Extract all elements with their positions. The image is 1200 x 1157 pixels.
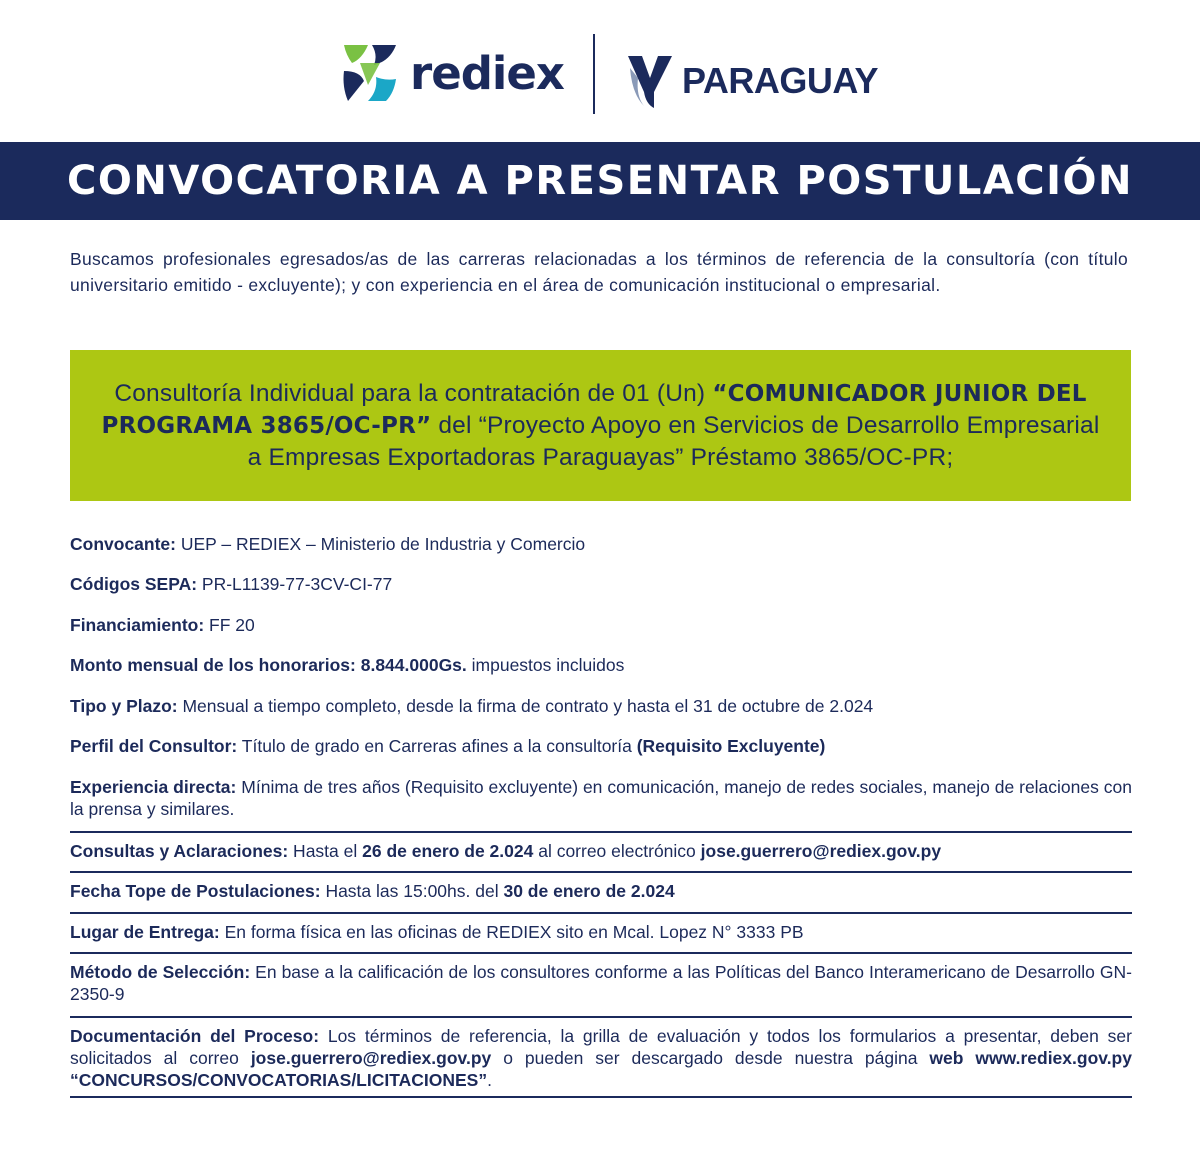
field-documentacion bbox=[70, 1025, 1132, 1091]
field-value: Mínima de tres años (Requisito excluyente) en comunicación, manejo de redes sociales, manejo de relaciones con la prensa y similares. bbox=[70, 777, 1132, 819]
rediex-logo bbox=[338, 42, 588, 104]
field-label: Consultas y Aclaraciones: bbox=[70, 841, 289, 861]
field-experiencia bbox=[70, 776, 1132, 820]
paraguay-logo bbox=[626, 52, 878, 110]
field-label: Monto mensual de los honorarios: bbox=[70, 655, 361, 675]
field-value: al correo electrónico bbox=[533, 841, 701, 861]
section-divider bbox=[70, 871, 1132, 873]
section-divider bbox=[70, 1096, 1132, 1098]
field-monto bbox=[70, 654, 1132, 676]
field-convocante bbox=[70, 533, 1132, 555]
position-highlight-box bbox=[70, 350, 1131, 501]
field-value: UEP – REDIEX – Ministerio de Industria y Comercio bbox=[175, 534, 586, 554]
highlight-position-name: “COMUNICADOR JUNIOR DEL PROGRAMA 3865/OC-PR” bbox=[101, 381, 1087, 439]
field-value: En forma física en las oficinas de REDIEX sito en Mcal. Lopez N° 3333 PB bbox=[219, 922, 804, 942]
field-lugar bbox=[70, 921, 1132, 943]
field-label: Método de Selección: bbox=[70, 962, 251, 982]
paraguay-logo-text: PARAGUAY bbox=[682, 60, 879, 101]
field-label: Financiamiento: bbox=[70, 615, 205, 635]
field-label: Perfil del Consultor: bbox=[70, 736, 238, 756]
logo-divider bbox=[593, 34, 595, 114]
page-title: CONVOCATORIA A PRESENTAR POSTULACIÓN bbox=[66, 158, 1133, 204]
title-banner bbox=[0, 142, 1200, 220]
field-label: Tipo y Plazo: bbox=[70, 696, 178, 716]
field-label: Experiencia directa: bbox=[70, 777, 237, 797]
field-label: Documentación del Proceso: bbox=[70, 1026, 320, 1046]
rediex-logo-text: rediex bbox=[410, 46, 564, 100]
contact-email: jose.guerrero@rediex.gov.py bbox=[700, 841, 942, 861]
field-value: Mensual a tiempo completo, desde la firma de contrato y hasta el 31 de octubre de 2.024 bbox=[177, 696, 874, 716]
section-divider bbox=[70, 912, 1132, 914]
field-financiamiento bbox=[70, 614, 1132, 636]
field-amount: 8.844.000Gs. bbox=[360, 655, 467, 675]
section-divider bbox=[70, 1016, 1132, 1018]
field-value: o pueden ser descargado desde nuestra página bbox=[491, 1048, 930, 1068]
field-value: Hasta el bbox=[288, 841, 363, 861]
field-fecha-tope bbox=[70, 880, 1132, 902]
highlight-text-1: Consultoría Individual para la contratación de 01 (Un) bbox=[114, 380, 713, 407]
intro-paragraph: Buscamos profesionales egresados/as de las carreras relacionadas a los términos de referencia de la consultoría (con título universitario emitido - excluyente); y con experiencia en el área de comunicación institucional o empresarial. bbox=[70, 249, 1128, 295]
paraguay-emblem-icon bbox=[626, 52, 674, 110]
contact-email: jose.guerrero@rediex.gov.py bbox=[250, 1048, 492, 1068]
field-value: En base a la calificación de los consultores conforme a las Políticas del Banco Interamericano de Desarrollo GN-2350-9 bbox=[70, 962, 1132, 1004]
website-link: web www.rediex.gov.py “CONCURSOS/CONVOCATORIAS/LICITACIONES” bbox=[70, 1048, 1132, 1090]
field-label: Códigos SEPA: bbox=[70, 574, 198, 594]
field-codigos-sepa bbox=[70, 573, 1132, 595]
field-metodo bbox=[70, 961, 1132, 1005]
field-consultas bbox=[70, 840, 1132, 862]
field-end: . bbox=[487, 1070, 492, 1090]
section-divider bbox=[70, 952, 1132, 954]
field-date: 30 de enero de 2.024 bbox=[503, 881, 675, 901]
field-value: Hasta las 15:00hs. del bbox=[320, 881, 504, 901]
field-date: 26 de enero de 2.024 bbox=[362, 841, 534, 861]
field-value: Los términos de referencia, la grilla de evaluación y todos los formularios a presentar, deben ser solicitados al correo bbox=[70, 1026, 1132, 1068]
field-label: Convocante: bbox=[70, 534, 176, 554]
header bbox=[0, 0, 1200, 140]
rediex-pinwheel-icon bbox=[338, 41, 402, 105]
section-divider bbox=[70, 831, 1132, 833]
highlight-text-2: del “Proyecto Apoyo en Servicios de Desarrollo Empresarial a Empresas Exportadoras Paraguayas” Préstamo 3865/OC-PR; bbox=[247, 412, 1100, 471]
field-value: FF 20 bbox=[204, 615, 255, 635]
field-perfil bbox=[70, 735, 1132, 757]
field-label: Lugar de Entrega: bbox=[70, 922, 220, 942]
field-value: Título de grado en Carreras afines a la consultoría bbox=[237, 736, 637, 756]
field-value: impuestos incluidos bbox=[466, 655, 625, 675]
field-requirement: (Requisito Excluyente) bbox=[636, 736, 826, 756]
field-value: PR-L1139-77-3CV-CI-77 bbox=[197, 574, 393, 594]
field-label: Fecha Tope de Postulaciones: bbox=[70, 881, 321, 901]
field-tipo-plazo bbox=[70, 695, 1132, 717]
